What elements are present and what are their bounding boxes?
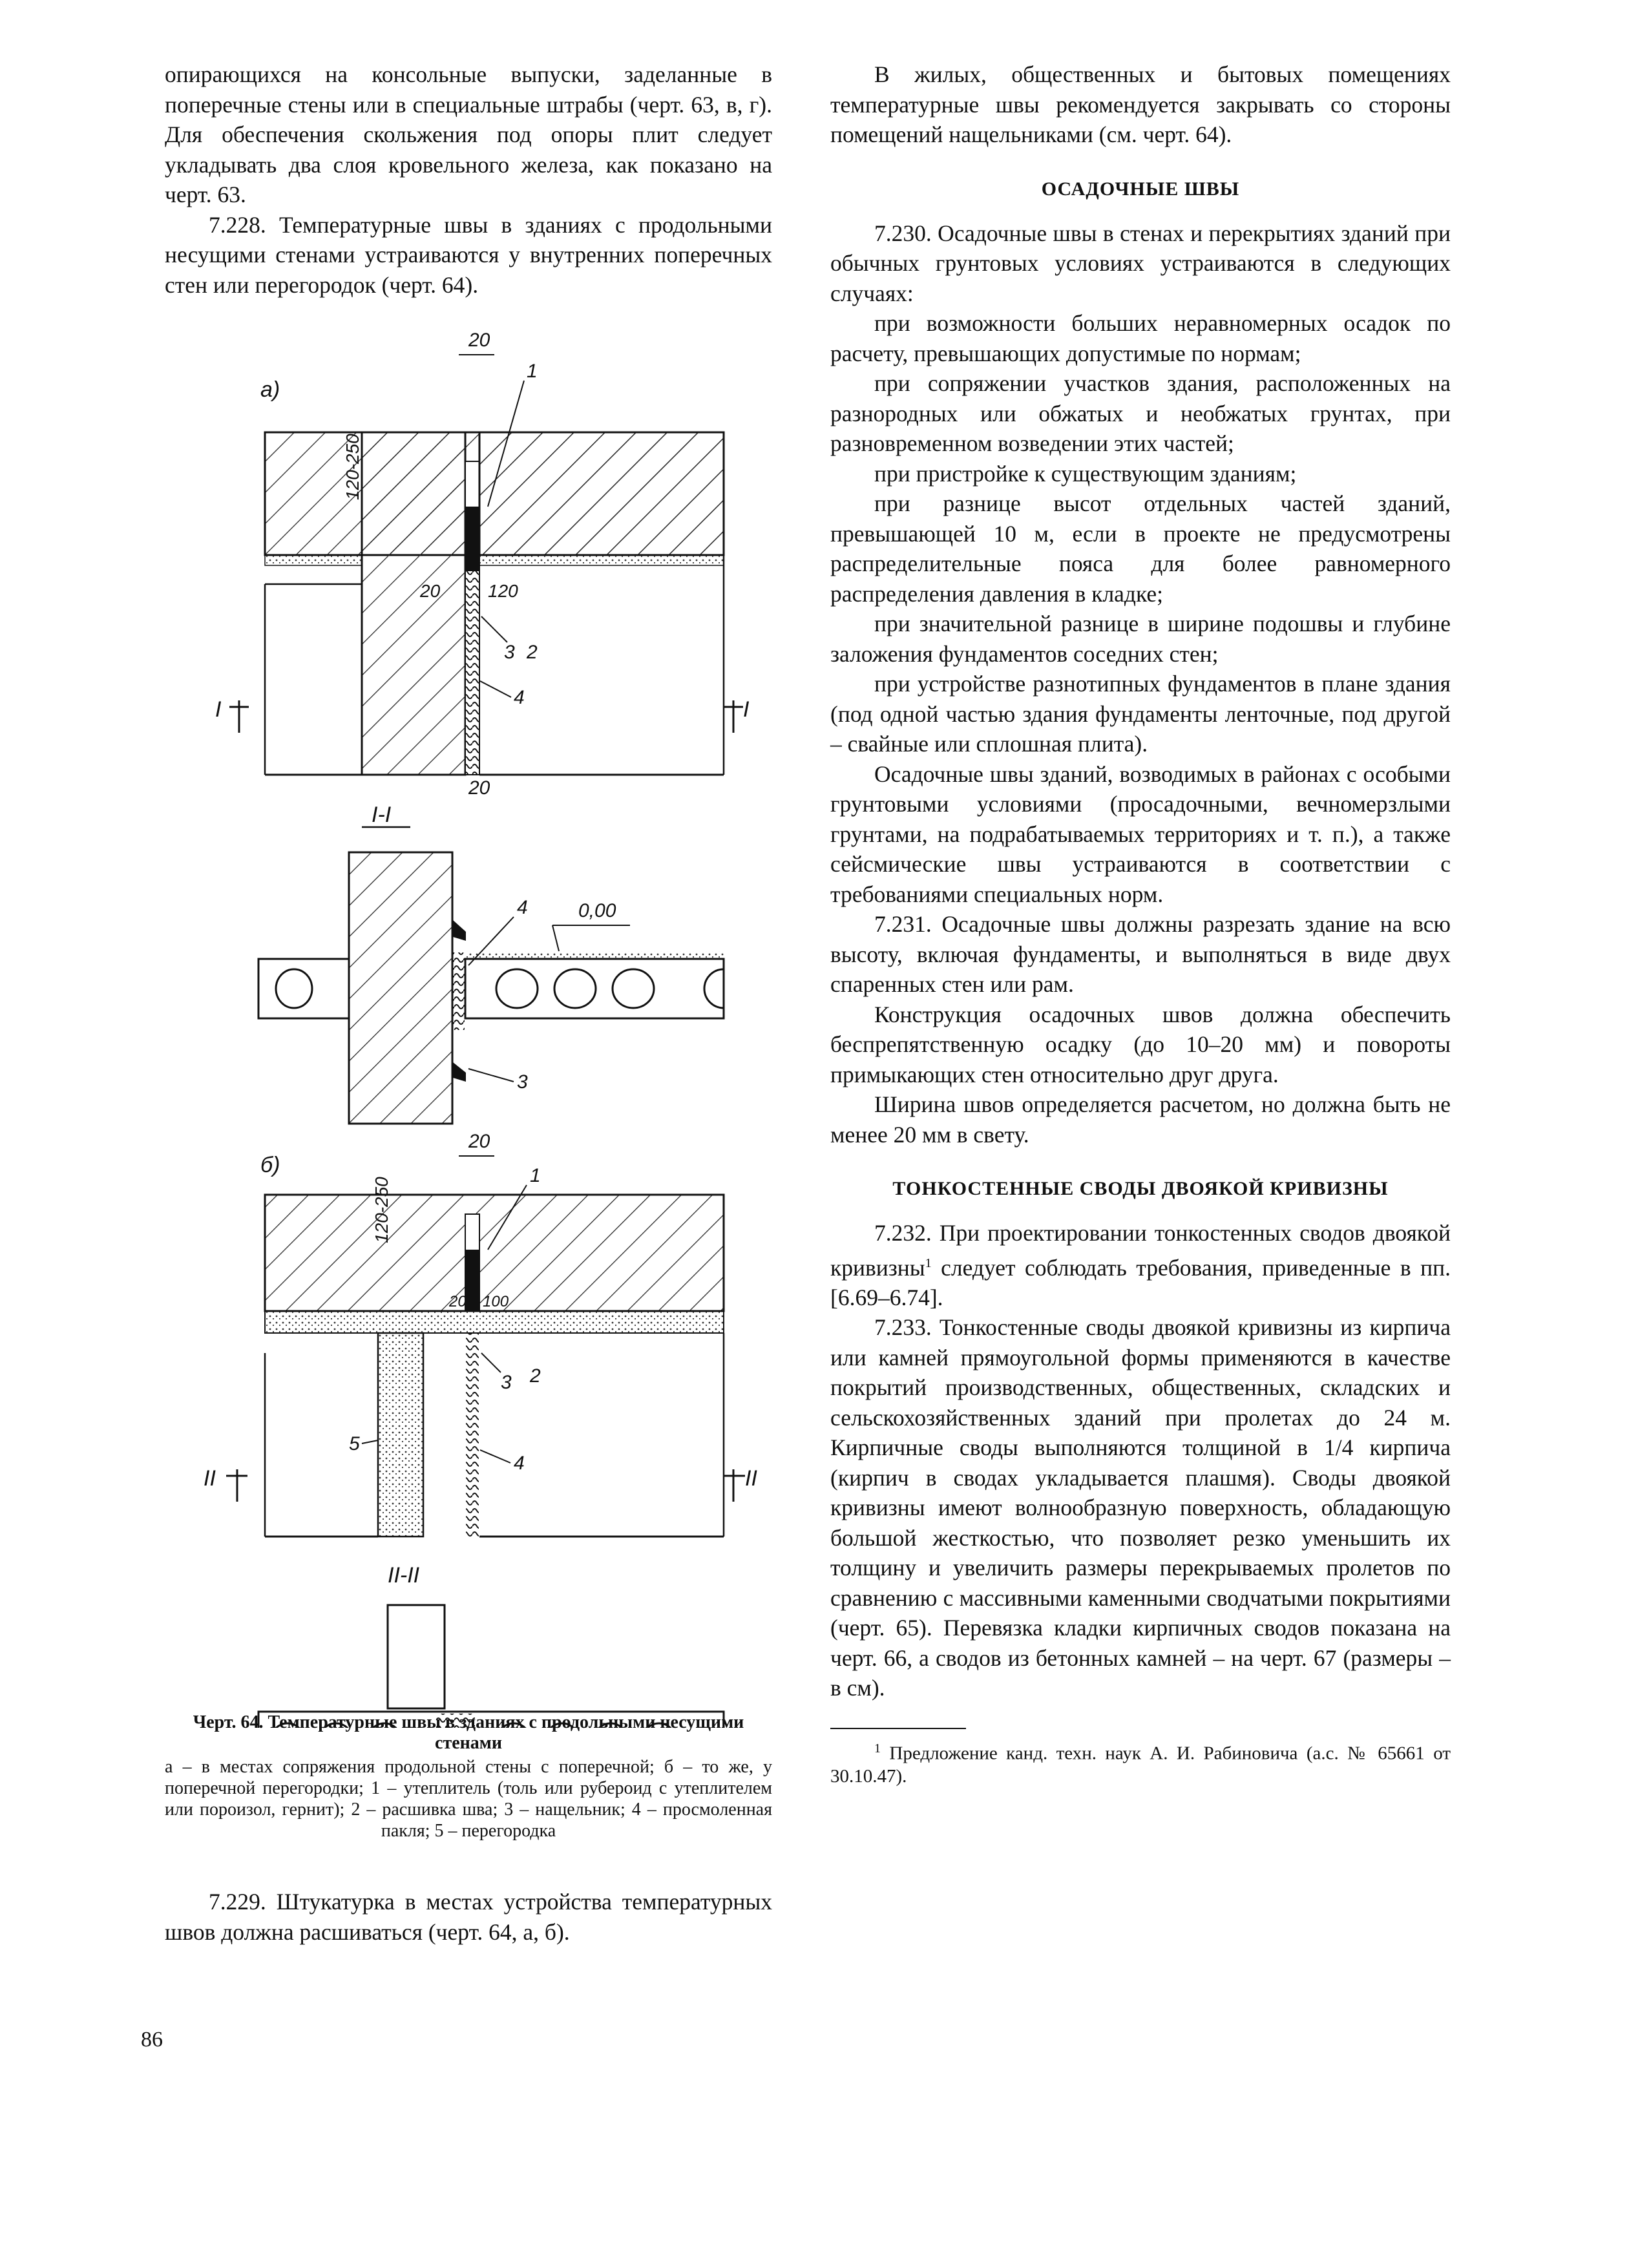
callout-1-b: 1 bbox=[530, 1165, 541, 1186]
right-column bbox=[830, 59, 1451, 1788]
page-number: 86 bbox=[141, 2028, 163, 2052]
section-I-I bbox=[258, 803, 724, 1124]
paragraph: Конструкция осадочных швов должна обеспечить беспрепятственную осадку (до 10–20 мм) и повороты примыкающих стен относительно друг друга. bbox=[830, 1001, 1451, 1087]
list-item: при пристройке к существующим зданиям; bbox=[874, 460, 1297, 487]
paragraph-7-232 bbox=[830, 1218, 1451, 1312]
figure-64-drawing bbox=[165, 313, 772, 1728]
callout-3: 3 bbox=[504, 642, 515, 663]
figure-a-plan bbox=[215, 330, 750, 799]
callout-3-section: 3 bbox=[517, 1071, 528, 1093]
list-item: при устройстве разнотипных фундаментов в плане здания (под одной частью здания фундаменты ленточные, под другой – свайные или сплошная плита). bbox=[830, 671, 1451, 757]
section-mark-I-left: I bbox=[215, 697, 222, 722]
figure-64 bbox=[165, 313, 772, 1728]
dim-20-b-top: 20 bbox=[468, 1131, 490, 1152]
callout-1: 1 bbox=[527, 361, 538, 382]
list-item: при возможности больших неравномерных осадок по расчету, превышающих допустимые по нормам; bbox=[830, 310, 1451, 366]
paragraph-7-232-start: 7.232. При проектировании тонкостенных сводов двоякой кривизны bbox=[830, 1220, 1451, 1281]
list-item: при значительной разнице в ширине подошвы и глубине заложения фундаментов соседних стен; bbox=[830, 611, 1451, 667]
callout-3-b: 3 bbox=[501, 1372, 512, 1393]
level-0-00-top: 0,00 bbox=[578, 900, 616, 921]
section-mark-I-right: I bbox=[743, 697, 750, 722]
paragraph-7-229: 7.229. Штукатурка в местах устройства температурных швов должна расшиваться (черт. 64, а, б). bbox=[165, 1889, 772, 1945]
paragraph-7-228: 7.228. Температурные швы в зданиях с продольными несущими стенами устраиваются у внутренних поперечных стен или перегородок (черт. 64). bbox=[165, 211, 772, 298]
dim-20-mid: 20 bbox=[420, 581, 441, 601]
section-heading-settlement-joints: ОСАДОЧНЫЕ ШВЫ bbox=[1041, 178, 1240, 200]
dim-100: 100 bbox=[483, 1293, 509, 1310]
section-title-I-I: I-I bbox=[372, 803, 392, 827]
footnote-divider bbox=[830, 1728, 966, 1729]
callout-4: 4 bbox=[514, 687, 525, 708]
paragraph-7-233: 7.233. Тонкостенные своды двоякой кривизны из кирпича или камней прямоугольной формы применяются в качестве покрытий производственных, общественных, складских и сельскохозяйственных зданий при пролетах до 24 м. Кирпичные своды выполняются толщиной в 1/4 кирпича (кирпич в сводах укладывается плашмя). Своды двоякой кривизны имеют волнообразную поверхность, обладающую большой жесткостью, что позволяет резко уменьшить их толщину и увеличить размеры перекрываемых пролетов по сравнению с массивными каменными сводчатыми покрытиями (черт. 65). Перевязка кладки кирпичных сводов показана на черт. 66, а сводов из бетонных камней – на черт. 67 (размеры – в см). bbox=[830, 1314, 1451, 1701]
paragraph-7-231: 7.231. Осадочные швы должны разрезать здание на всю высоту, включая фундаменты, и выполняться в виде двух спаренных стен или рам. bbox=[830, 911, 1451, 997]
list-item: при разнице высот отдельных частей зданий, превышающей 10 м, если в проекте не предусмотрены распределительные пояса для более равномерного распределения давления в кладке; bbox=[830, 490, 1451, 607]
callout-4-section: 4 bbox=[517, 897, 528, 918]
caption-body: а – в местах сопряжения продольной стены с поперечной; б – то же, у поперечной перегородки; 1 – утеплитель (толь или рубероид с утеплителем или пороизол, гернит); 2 – расшивка шва; 3 – нащельник; 4 – просмоленная пакля; 5 – перегородка bbox=[165, 1757, 772, 1841]
section-II-II bbox=[258, 1563, 724, 1728]
left-column bbox=[165, 59, 772, 1728]
callout-2: 2 bbox=[527, 642, 538, 663]
section-heading-thin-vaults: ТОНКОСТЕННЫЕ СВОДЫ ДВОЯКОЙ КРИВИЗНЫ bbox=[892, 1178, 1389, 1199]
figure-b-plan bbox=[204, 1131, 757, 1537]
label-b: б) bbox=[260, 1153, 280, 1177]
callout-2-b: 2 bbox=[530, 1365, 541, 1387]
callout-4-b: 4 bbox=[514, 1453, 525, 1474]
footnote-mark: 1 bbox=[874, 1741, 881, 1756]
section-title-II-II: II-II bbox=[388, 1563, 420, 1588]
paragraph: В жилых, общественных и бытовых помещениях температурные швы рекомендуется закрывать со стороны помещений нащельниками (см. черт. 64). bbox=[830, 61, 1451, 147]
dim-120-250-b: 120-250 bbox=[372, 1177, 392, 1243]
section-mark-II-right: II bbox=[745, 1466, 757, 1491]
paragraph-7-232-end: следует соблюдать требования, приведенные в пп. [6.69–6.74]. bbox=[830, 1254, 1451, 1310]
section-mark-II-left: II bbox=[204, 1466, 216, 1491]
caption-title: Черт. 64. Температурные швы в зданиях с продольными несущими стенами bbox=[193, 1712, 744, 1753]
dim-20-top: 20 bbox=[468, 330, 490, 351]
footnote-ref[interactable]: 1 bbox=[925, 1255, 932, 1270]
dim-120-250: 120-250 bbox=[342, 434, 362, 500]
paragraph-7-230: 7.230. Осадочные швы в стенах и перекрытиях зданий при обычных грунтовых условиях устраиваются в следующих случаях: bbox=[830, 220, 1451, 306]
list-item: при сопряжении участков здания, расположенных на разнородных или обжатых и необжатых грунтах, при разновременном возведении этих частей; bbox=[830, 370, 1451, 456]
paragraph: Осадочные швы зданий, возводимых в районах с особыми грунтовыми условиями (просадочными, вечномерзлыми грунтами, на подрабатываемых территориях и т. п.), а также сейсмические швы устраиваются в соответствии с требованиями специальных норм. bbox=[830, 761, 1451, 907]
footnote-text: Предложение канд. техн. наук А. И. Рабиновича (а.с. № 65661 от 30.10.47). bbox=[830, 1743, 1451, 1787]
dim-120: 120 bbox=[488, 581, 518, 601]
label-a: а) bbox=[260, 377, 280, 402]
paragraph: Ширина швов определяется расчетом, но должна быть не менее 20 мм в свету. bbox=[830, 1091, 1451, 1148]
figure-caption bbox=[165, 1706, 772, 1947]
dim-20-bottom: 20 bbox=[468, 777, 490, 799]
paragraph: опирающихся на консольные выпуски, заделанные в поперечные стены или в специальные штрабы (черт. 63, в, г). Для обеспечения скольжения под опоры плит следует укладывать два слоя кровельного железа, как показано на черт. 63. bbox=[165, 61, 772, 207]
callout-5-b: 5 bbox=[349, 1433, 360, 1454]
dim-20-b: 20 bbox=[449, 1293, 467, 1310]
footnote bbox=[830, 1737, 1451, 1789]
